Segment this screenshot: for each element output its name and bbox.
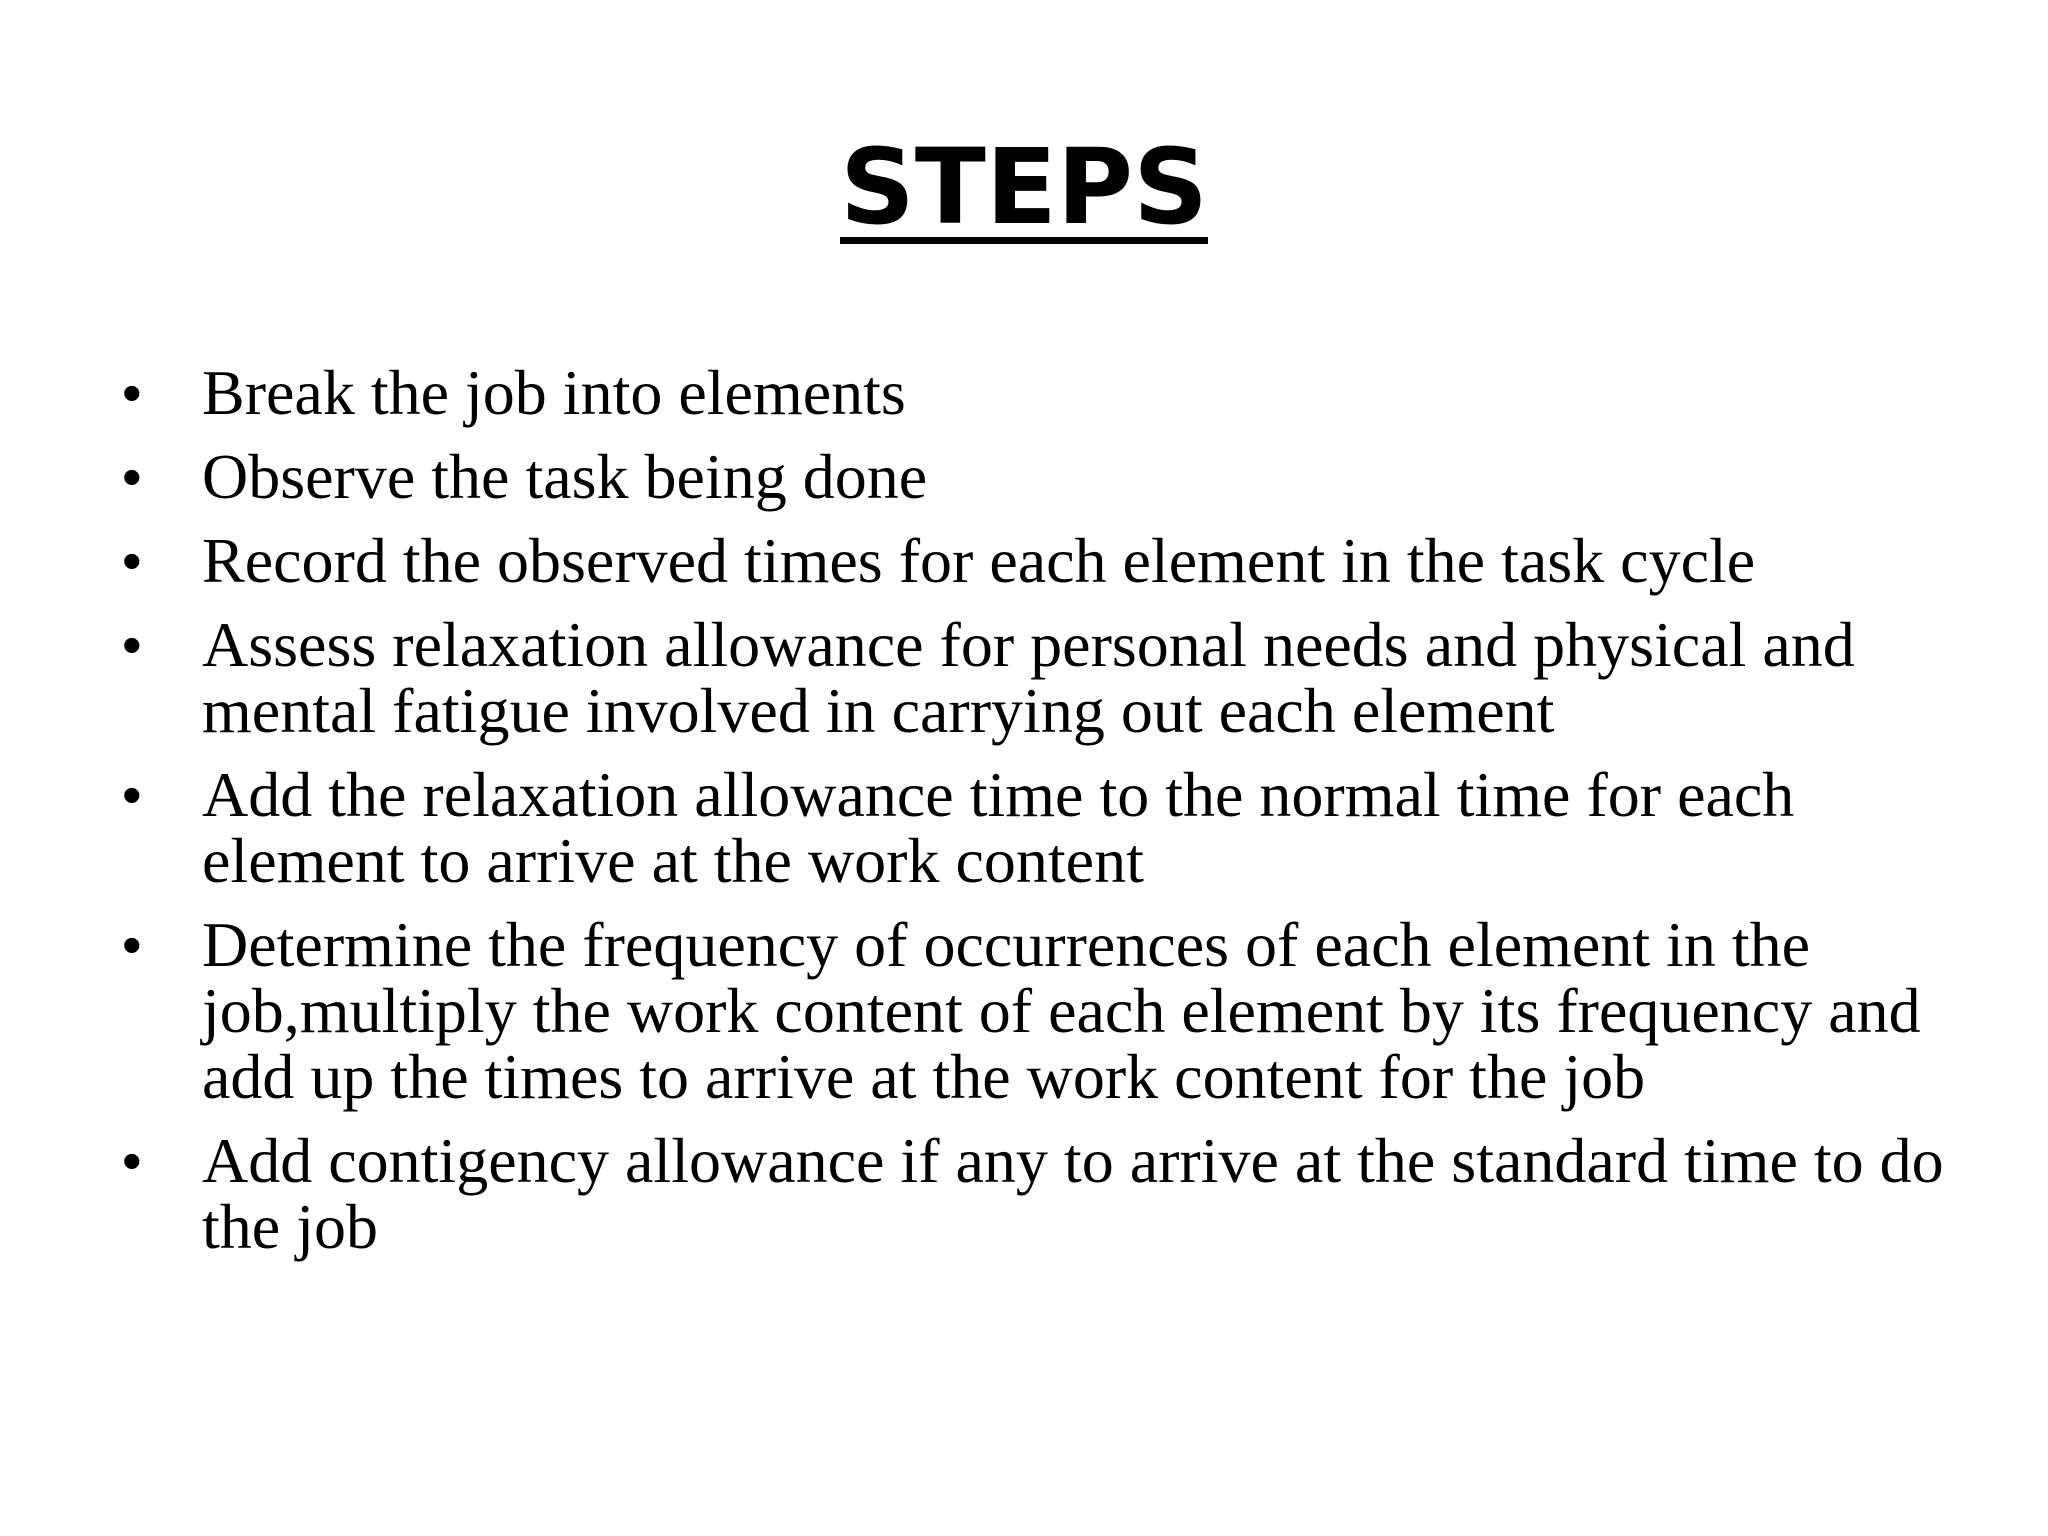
bullet-item: [122, 525, 1952, 596]
bullet-item: [122, 759, 1952, 896]
bullet-text: Add contigency allowance if any to arrive at the standard time to do the job: [202, 1125, 1944, 1262]
bullet-text: Add the relaxation allowance time to the normal time for each element to arrive at the work content: [202, 759, 1795, 896]
bullet-icon: •: [122, 361, 142, 424]
bullet-text: Observe the task being done: [202, 441, 928, 512]
bullet-icon: •: [122, 529, 142, 592]
bullet-text: Determine the frequency of occurrences of each element in the job,multiply the work content of each element by its frequency and add up the times to arrive at the work content for the job: [202, 909, 1921, 1112]
slide-title-text: STEPS: [839, 126, 1208, 248]
bullet-icon: •: [122, 613, 142, 676]
bullet-item: [122, 609, 1952, 746]
bullet-text: Break the job into elements: [202, 357, 906, 428]
bullet-icon: •: [122, 913, 142, 976]
bullet-icon: •: [122, 763, 142, 826]
slide-title: [0, 128, 2048, 248]
bullet-list: [122, 357, 1952, 1278]
bullet-item: [122, 909, 1952, 1112]
bullet-item: [122, 357, 1952, 428]
bullet-text: Record the observed times for each element in the task cycle: [202, 525, 1756, 596]
bullet-icon: •: [122, 445, 142, 508]
bullet-item: [122, 1125, 1952, 1262]
bullet-item: [122, 441, 1952, 512]
bullet-icon: •: [122, 1129, 142, 1192]
bullet-text: Assess relaxation allowance for personal needs and physical and mental fatigue involved in carrying out each element: [202, 609, 1855, 746]
